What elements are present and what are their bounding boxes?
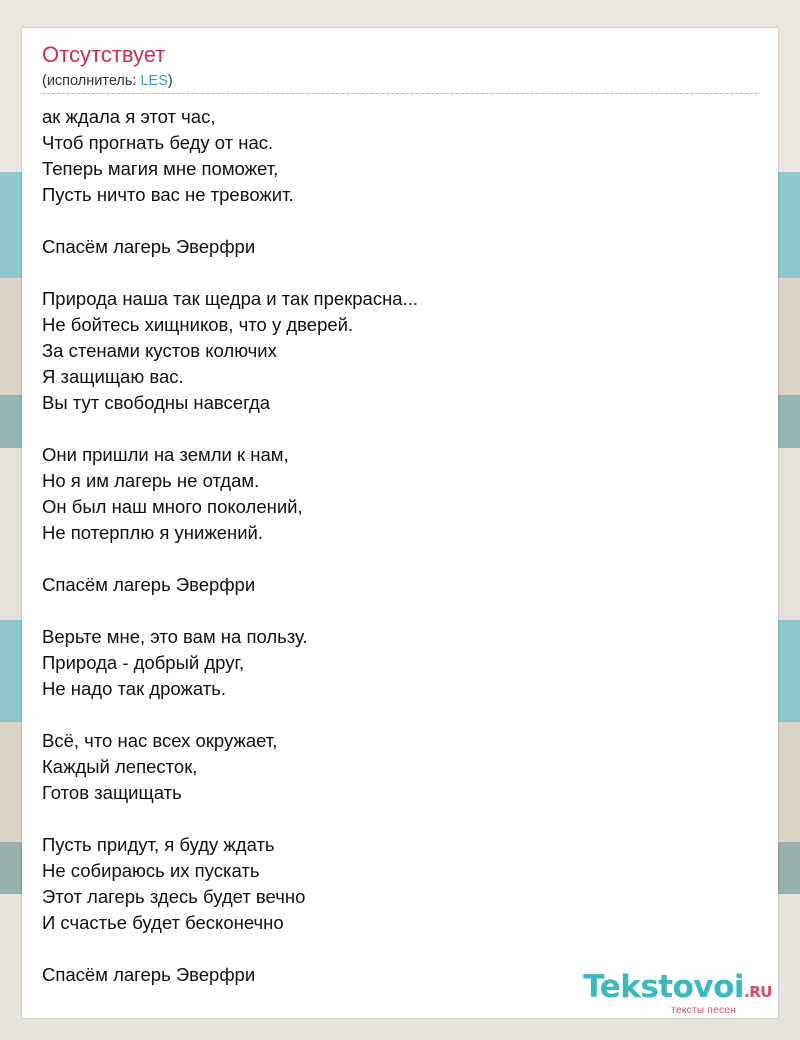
lyric-blank-line bbox=[42, 546, 742, 572]
artist-prefix: (исполнитель: bbox=[42, 73, 141, 89]
lyric-line: Вы тут свободны навсегда bbox=[42, 392, 271, 413]
lyric-blank-line bbox=[42, 208, 742, 234]
artist-suffix: ) bbox=[167, 73, 173, 89]
logo-text: Tekstovoi bbox=[583, 969, 745, 1005]
lyric-line: Чтоб прогнать беду от нас. bbox=[42, 132, 274, 153]
artist-line bbox=[42, 73, 173, 89]
lyric-line: Спасём лагерь Эверфри bbox=[42, 236, 256, 257]
song-title: Отсутствует bbox=[42, 42, 166, 67]
lyric-line: Верьте мне, это вам на пользу. bbox=[42, 626, 308, 647]
lyric-line: Не бойтесь хищников, что у дверей. bbox=[42, 314, 354, 335]
lyric-line: Не собираюсь их пускать bbox=[42, 860, 260, 881]
lyric-line: И счастье будет бесконечно bbox=[42, 912, 284, 933]
logo-tld: .RU bbox=[744, 983, 772, 1001]
divider bbox=[42, 93, 758, 94]
lyric-line: Теперь магия мне поможет, bbox=[42, 158, 279, 179]
lyric-line: Он был наш много поколений, bbox=[42, 496, 303, 517]
lyrics-card bbox=[22, 28, 778, 1018]
lyric-line: Спасём лагерь Эверфри bbox=[42, 574, 256, 595]
lyric-line: Всё, что нас всех окружает, bbox=[42, 730, 278, 751]
lyric-blank-line bbox=[42, 936, 742, 962]
lyric-line: Природа - добрый друг, bbox=[42, 652, 245, 673]
lyric-blank-line bbox=[42, 416, 742, 442]
lyric-line: За стенами кустов колючих bbox=[42, 340, 277, 361]
lyric-line: ак ждала я этот час, bbox=[42, 106, 216, 127]
lyric-line: Природа наша так щедра и так прекрасна... bbox=[42, 288, 418, 309]
site-logo[interactable] bbox=[583, 971, 772, 1016]
lyric-blank-line bbox=[42, 702, 742, 728]
lyric-blank-line bbox=[42, 260, 742, 286]
lyric-line: Каждый лепесток, bbox=[42, 756, 198, 777]
lyric-line: Готов защищать bbox=[42, 782, 182, 803]
artist-link[interactable]: LES bbox=[140, 73, 168, 89]
lyric-line: Этот лагерь здесь будет вечно bbox=[42, 886, 306, 907]
logo-tagline: тексты песен bbox=[671, 1005, 736, 1016]
lyrics-body bbox=[42, 104, 742, 988]
lyric-line: Пусть придут, я буду ждать bbox=[42, 834, 275, 855]
lyric-line: Спасём лагерь Эверфри bbox=[42, 964, 256, 985]
lyric-blank-line bbox=[42, 806, 742, 832]
lyric-line: Пусть ничто вас не тревожит. bbox=[42, 184, 294, 205]
lyric-line: Я защищаю вас. bbox=[42, 366, 184, 387]
lyric-line: Но я им лагерь не отдам. bbox=[42, 470, 260, 491]
lyric-line: Не надо так дрожать. bbox=[42, 678, 226, 699]
lyric-blank-line bbox=[42, 598, 742, 624]
lyric-line: Они пришли на земли к нам, bbox=[42, 444, 289, 465]
lyric-line: Не потерплю я унижений. bbox=[42, 522, 264, 543]
